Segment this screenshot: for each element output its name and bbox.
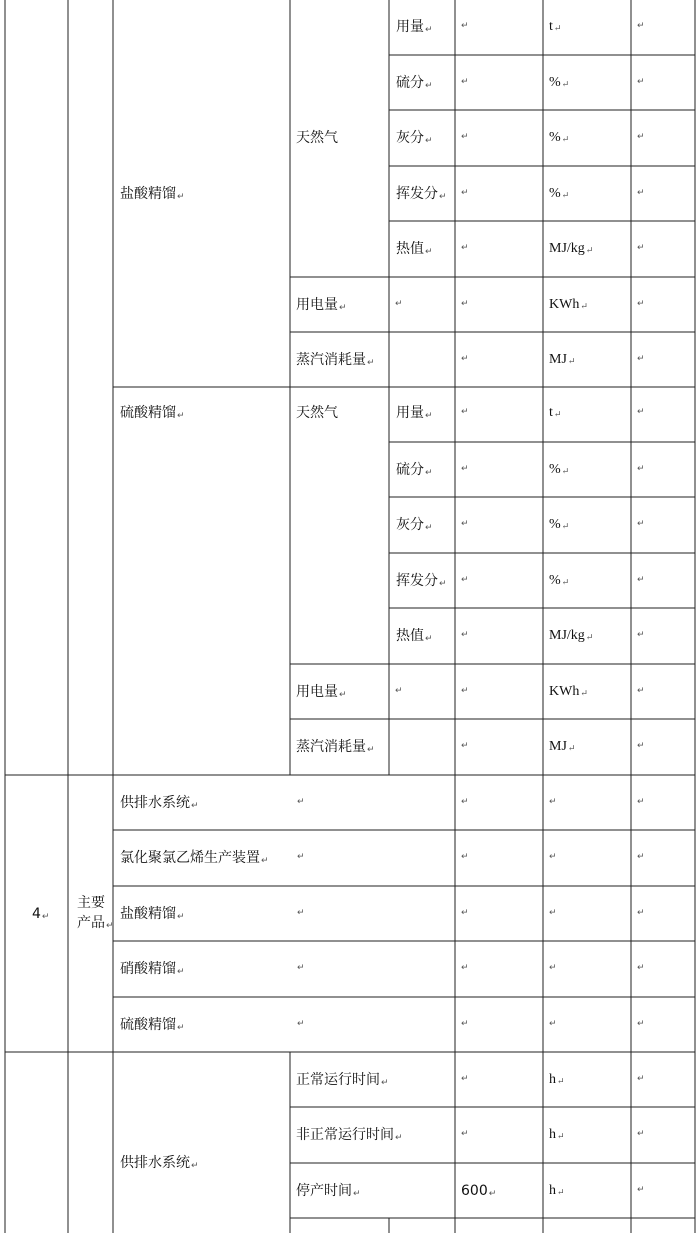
unit-label: MJ/kg ↵: [549, 628, 593, 645]
unit-label: h ↵: [549, 1183, 565, 1200]
empty-cell-mark: [637, 77, 645, 87]
unit-label: MJ ↵: [549, 739, 575, 756]
process-name-hcl: 盐酸精馏 ↵: [120, 186, 185, 205]
empty-cell-mark: [461, 132, 469, 142]
empty-cell-mark: [637, 686, 645, 696]
unit-label: t ↵: [549, 19, 561, 36]
param-label: 用量 ↵: [396, 405, 433, 424]
product-item: 氯化聚氯乙烯生产装置 ↵: [120, 850, 269, 869]
empty-cell-mark: [461, 1019, 469, 1029]
empty-cell-mark: [549, 963, 557, 973]
unit-label: % ↵: [549, 186, 569, 203]
empty-cell-mark: [637, 908, 645, 918]
empty-cell-mark: [461, 77, 469, 87]
empty-cell-mark: [461, 188, 469, 198]
power-label-hcl: 用电量 ↵: [296, 297, 347, 316]
empty-cell-mark: [637, 407, 645, 417]
empty-cell-mark: [461, 1074, 469, 1084]
empty-cell-mark: [637, 188, 645, 198]
product-item: 盐酸精馏 ↵: [120, 906, 185, 925]
empty-cell-mark: [637, 852, 645, 862]
param-label: 热值 ↵: [396, 241, 433, 260]
unit-label: h ↵: [549, 1072, 565, 1089]
param-label: 硫分 ↵: [396, 462, 433, 481]
param-label: 挥发分 ↵: [396, 186, 447, 205]
product-item: 硝酸精馏 ↵: [120, 961, 185, 980]
empty-cell-mark: [637, 1129, 645, 1139]
empty-cell-mark: [637, 243, 645, 253]
unit-label: % ↵: [549, 517, 569, 534]
empty-cell-mark: [461, 575, 469, 585]
product-item: 硫酸精馏 ↵: [120, 1017, 185, 1036]
fuel-label-h2so4: 天然气: [296, 405, 338, 421]
power-label-h2so4: 用电量 ↵: [296, 684, 347, 703]
operation-label: 非正常运行时间 ↵: [296, 1127, 403, 1146]
empty-cell-mark: [461, 741, 469, 751]
empty-cell-mark: [637, 963, 645, 973]
empty-cell-mark: [637, 1019, 645, 1029]
process-name-h2so4: 硫酸精馏 ↵: [120, 405, 185, 424]
empty-cell-mark: [637, 299, 645, 309]
empty-cell-mark: [461, 464, 469, 474]
empty-cell-mark: [461, 686, 469, 696]
empty-cell-mark: [637, 519, 645, 529]
empty-cell-mark: [549, 797, 557, 807]
unit-label: % ↵: [549, 75, 569, 92]
empty-cell-mark: [637, 1074, 645, 1084]
unit-label: % ↵: [549, 130, 569, 147]
empty-cell-mark: [395, 686, 403, 696]
empty-cell-mark: [461, 963, 469, 973]
empty-cell-mark: [461, 243, 469, 253]
unit-label: h ↵: [549, 1127, 565, 1144]
section-label-line1: 主要: [77, 895, 105, 911]
empty-cell-mark: [461, 797, 469, 807]
empty-cell-mark: [461, 630, 469, 640]
empty-cell-mark: [637, 630, 645, 640]
empty-cell-mark: [637, 797, 645, 807]
empty-cell-mark: [461, 299, 469, 309]
empty-cell-mark: [461, 354, 469, 364]
empty-cell-mark: [461, 1129, 469, 1139]
unit-label: KWh ↵: [549, 684, 588, 701]
param-label: 热值 ↵: [396, 628, 433, 647]
empty-cell-mark: [549, 852, 557, 862]
empty-cell-mark: [637, 464, 645, 474]
operation-system-name: 供排水系统 ↵: [120, 1155, 199, 1174]
operation-value: 600 ↵: [461, 1183, 496, 1202]
param-label: 挥发分 ↵: [396, 573, 447, 592]
unit-label: % ↵: [549, 462, 569, 479]
product-item: 供排水系统 ↵: [120, 795, 199, 814]
param-label: 灰分 ↵: [396, 517, 433, 536]
section-label-line2: 产品 ↵: [77, 915, 114, 934]
empty-cell-mark: [461, 407, 469, 417]
empty-cell-mark: [461, 908, 469, 918]
operation-label: 停产时间 ↵: [296, 1183, 361, 1202]
unit-label: KWh ↵: [549, 297, 588, 314]
empty-cell-mark: [637, 1185, 645, 1195]
empty-cell-mark: [637, 575, 645, 585]
empty-cell-mark: [637, 21, 645, 31]
steam-label-h2so4: 蒸汽消耗量 ↵: [296, 739, 375, 758]
empty-cell-mark: [637, 741, 645, 751]
unit-label: MJ ↵: [549, 352, 575, 369]
empty-cell-mark: [297, 1019, 305, 1029]
param-label: 用量 ↵: [396, 19, 433, 38]
empty-cell-mark: [297, 908, 305, 918]
empty-cell-mark: [461, 21, 469, 31]
steam-label-hcl: 蒸汽消耗量 ↵: [296, 352, 375, 371]
empty-cell-mark: [395, 299, 403, 309]
operation-label: 正常运行时间 ↵: [296, 1072, 389, 1091]
empty-cell-mark: [297, 963, 305, 973]
unit-label: % ↵: [549, 573, 569, 590]
unit-label: MJ/kg ↵: [549, 241, 593, 258]
empty-cell-mark: [549, 1019, 557, 1029]
section-index: 4 ↵: [32, 906, 49, 925]
param-label: 硫分 ↵: [396, 75, 433, 94]
empty-cell-mark: [461, 519, 469, 529]
empty-cell-mark: [549, 908, 557, 918]
unit-label: t ↵: [549, 405, 561, 422]
empty-cell-mark: [297, 797, 305, 807]
empty-cell-mark: [637, 132, 645, 142]
fuel-label-hcl: 天然气: [296, 130, 338, 146]
empty-cell-mark: [461, 852, 469, 862]
empty-cell-mark: [297, 852, 305, 862]
param-label: 灰分 ↵: [396, 130, 433, 149]
empty-cell-mark: [637, 354, 645, 364]
